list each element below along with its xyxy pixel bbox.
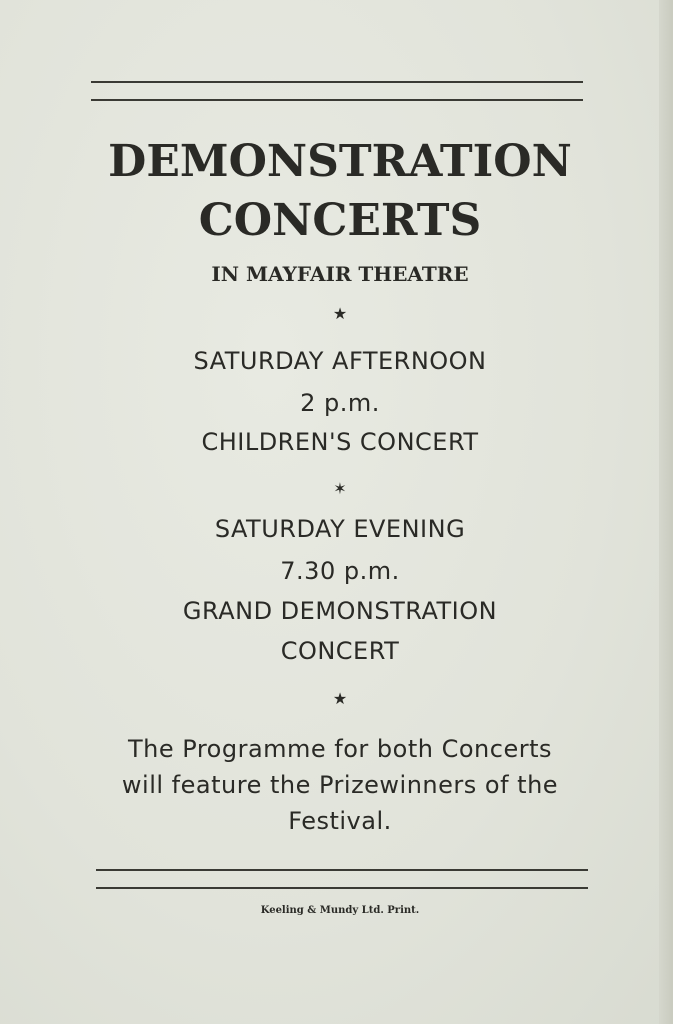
evening-day: SATURDAY EVENING <box>214 515 466 543</box>
bottom-rule-upper <box>96 869 588 871</box>
star-separator-3: ★ <box>332 689 348 708</box>
printer-credit: Keeling & Mundy Ltd. Print. <box>260 905 420 916</box>
afternoon-day: SATURDAY AFTERNOON <box>193 347 487 375</box>
venue-line: IN MAYFAIR THEATRE <box>211 262 469 286</box>
bottom-rule-lower <box>96 887 588 889</box>
evening-event-line-1: GRAND DEMONSTRATION <box>182 597 498 625</box>
programme-note-line-1: The Programme for both Concerts <box>128 735 552 763</box>
programme-note <box>70 731 610 839</box>
afternoon-time: 2 p.m. <box>300 389 380 417</box>
page-edge-shadow <box>659 0 673 1024</box>
top-rule-upper <box>91 81 583 83</box>
star-separator-1: ★ <box>332 304 348 323</box>
evening-time: 7.30 p.m. <box>280 557 400 585</box>
title-line-2: CONCERTS <box>198 195 482 246</box>
programme-note-line-3: Festival. <box>288 807 392 835</box>
evening-event-line-2: CONCERT <box>280 637 400 665</box>
programme-note-line-2: will feature the Prizewinners of the <box>121 771 559 799</box>
top-rule-lower <box>91 99 583 101</box>
title-line-1: DEMONSTRATION <box>108 136 572 187</box>
star-separator-2: ✶ <box>333 479 347 498</box>
afternoon-event: CHILDREN'S CONCERT <box>201 428 479 456</box>
